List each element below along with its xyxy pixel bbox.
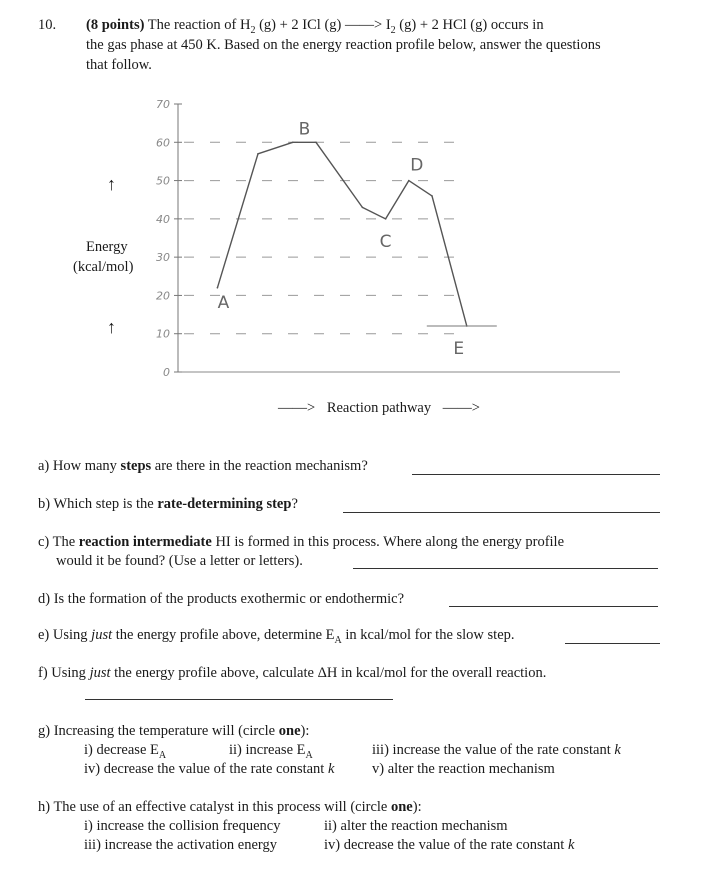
- y-tick-label: 40: [156, 212, 170, 226]
- curve-point: [217, 287, 219, 289]
- curve-point: [257, 153, 259, 155]
- question-e-italic: just: [91, 627, 113, 643]
- question-e-post2: in kcal/mol for the slow step.: [341, 627, 515, 643]
- answer-line-a[interactable]: [412, 474, 660, 475]
- g-option-3-text: iii) increase the value of the rate constant: [372, 742, 615, 758]
- question-g-option-5[interactable]: v) alter the reaction mechanism: [372, 761, 555, 777]
- question-g-option-3[interactable]: [372, 742, 621, 759]
- x-arrow-left: ——>: [278, 400, 316, 416]
- g-option-2-sub: A: [305, 749, 313, 761]
- y-axis-label-2: (kcal/mol): [73, 259, 134, 275]
- question-c-line2: would it be found? (Use a letter or letters).: [56, 553, 303, 569]
- question-e-sub: A: [334, 634, 342, 646]
- point-label-e: E: [453, 339, 465, 360]
- question-b: [38, 496, 298, 513]
- question-c-pre: c) The: [38, 534, 79, 550]
- curve-point: [408, 180, 410, 182]
- point-label-d: D: [410, 155, 424, 176]
- series: [217, 141, 497, 326]
- question-g-post: ):: [300, 723, 310, 739]
- question-c: [38, 534, 564, 551]
- x-axis-label: [278, 400, 480, 417]
- curve-point: [292, 141, 294, 143]
- energy-curve: [217, 142, 466, 326]
- question-number: 10.: [38, 17, 57, 33]
- curve-point: [385, 218, 387, 220]
- question-b-post: ?: [291, 496, 298, 512]
- answer-line-f[interactable]: [85, 699, 393, 700]
- question-c-post: HI is formed in this process. Where along the energy profile: [211, 534, 565, 550]
- question-g-pre: g) Increasing the temperature will (circle: [38, 723, 279, 739]
- g-option-4-text: iv) decrease the value of the rate constant: [84, 761, 328, 777]
- question-e-post: the energy profile above, determine E: [112, 627, 335, 643]
- y-axis-label-1: Energy: [86, 239, 128, 255]
- question-a-bold: steps: [120, 458, 152, 474]
- question-e: [38, 627, 515, 646]
- question-h-pre: h) The use of an effective catalyst in this process will (circle: [38, 799, 391, 815]
- question-c-bold: reaction intermediate: [78, 534, 212, 550]
- question-g-bold: one: [278, 723, 301, 739]
- curve-point: [315, 141, 317, 143]
- y-tick-label: 60: [156, 136, 170, 150]
- question-f: [38, 665, 546, 682]
- question-g-option-1[interactable]: [84, 742, 166, 761]
- question-f-pre: f) Using: [38, 665, 90, 681]
- question-a-post: are there in the reaction mechanism?: [151, 458, 368, 474]
- question-f-italic: just: [89, 665, 111, 681]
- intro-text-2: (g) + 2 ICl (g): [255, 17, 345, 33]
- up-arrow-2: ↑: [107, 317, 116, 337]
- question-intro-line3: that follow.: [86, 57, 152, 73]
- h2-subscript: 2: [250, 24, 256, 36]
- question-h-option-4[interactable]: [324, 837, 574, 854]
- answer-line-b[interactable]: [343, 512, 660, 513]
- question-a: [38, 458, 368, 475]
- point-label-c: C: [379, 231, 392, 252]
- question-f-post: the energy profile above, calculate ΔH in kcal/mol for the overall reaction.: [110, 665, 547, 681]
- y-tick-label: 20: [156, 289, 170, 303]
- y-tick-label: 0: [163, 366, 170, 379]
- question-h-option-2[interactable]: ii) alter the reaction mechanism: [324, 818, 508, 834]
- i2-subscript: 2: [390, 24, 396, 36]
- up-arrow-1: ↑: [107, 174, 116, 194]
- question-a-pre: a) How many: [38, 458, 121, 474]
- question-g-option-2[interactable]: [229, 742, 313, 761]
- question-b-pre: b) Which step is the: [38, 496, 158, 512]
- question-h-post: ):: [412, 799, 422, 815]
- question-g-option-4[interactable]: [84, 761, 334, 778]
- chart-axes: [178, 104, 620, 372]
- curve-point: [362, 207, 364, 209]
- g-option-1-text: i) decrease E: [84, 742, 159, 758]
- curve-point: [431, 195, 433, 197]
- reaction-arrow: ——>: [345, 17, 383, 33]
- intro-text-1: The reaction of H: [147, 17, 251, 33]
- point-label-a: A: [217, 292, 230, 313]
- h-option-4-k: k: [567, 837, 575, 853]
- x-label-text: Reaction pathway: [326, 400, 432, 416]
- question-e-pre: e) Using: [38, 627, 92, 643]
- question-h-option-1[interactable]: i) increase the collision frequency: [84, 818, 281, 834]
- intro-text-3: I: [382, 17, 391, 33]
- y-tick-label: 50: [156, 174, 170, 188]
- answer-line-e[interactable]: [565, 643, 660, 644]
- energy-profile-chart: [0, 0, 717, 430]
- g-option-2-text: ii) increase E: [229, 742, 306, 758]
- point-label-b: B: [298, 119, 311, 140]
- g-option-3-k: k: [614, 742, 621, 758]
- question-intro-line2: the gas phase at 450 K. Based on the energy reaction profile below, answer the questions: [86, 37, 601, 53]
- x-arrow-right: ——>: [442, 400, 480, 416]
- question-b-bold: rate-determining step: [157, 496, 292, 512]
- question-h-bold: one: [390, 799, 413, 815]
- intro-text-4: (g) + 2 HCl (g) occurs in: [395, 17, 544, 33]
- question-g-stem: [38, 723, 309, 740]
- answer-line-d[interactable]: [449, 606, 658, 607]
- h-option-4-text: iv) decrease the value of the rate constant: [324, 837, 568, 853]
- question-h-option-3[interactable]: iii) increase the activation energy: [84, 837, 277, 853]
- point-labels: [218, 119, 465, 359]
- y-tick-label: 70: [156, 98, 170, 111]
- g-option-1-sub: A: [158, 749, 167, 761]
- y-tick-label: 30: [156, 251, 170, 265]
- g-option-4-k: k: [327, 761, 335, 777]
- answer-line-c[interactable]: [353, 568, 658, 569]
- points-label: (8 points): [86, 17, 145, 33]
- question-d: d) Is the formation of the products exothermic or endothermic?: [38, 591, 405, 607]
- y-tick-label: 10: [156, 327, 170, 341]
- question-h-stem: [38, 799, 422, 816]
